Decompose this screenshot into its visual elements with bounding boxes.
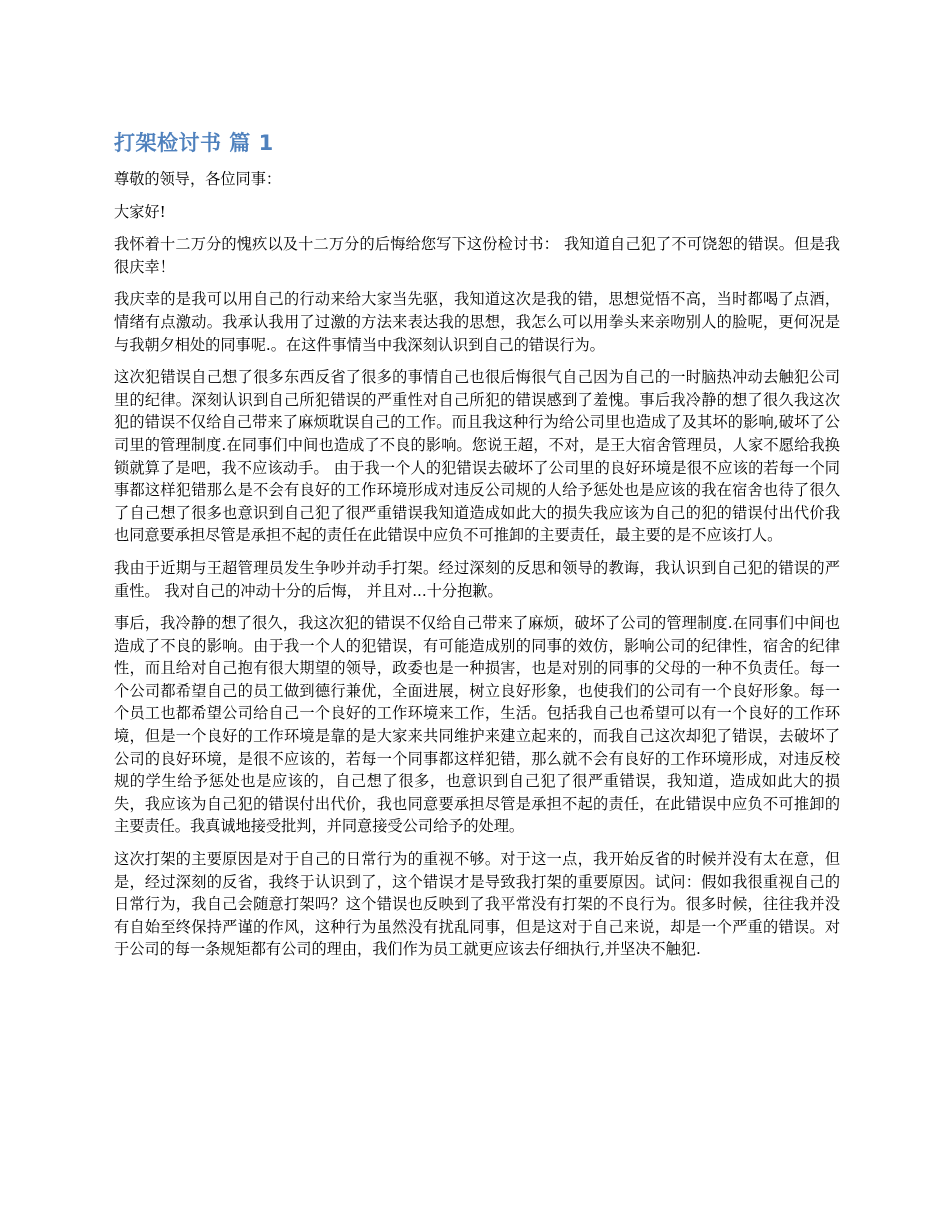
body-paragraph: 事后，我冷静的想了很久，我这次犯的错误不仅给自己带来了麻烦，破坏了公司的管理制度.在同事们中间也造成了不良的影响。由于我一个人的犯错误，有可能造成别的同事的效仿，影响公司的纪律性，宿舍的纪律性，而且给对自己抱有很大期望的领导，政委也是一种损害，也是对别的同事的父母的一种不负责任。每一个公司都希望自己的员工做到德行兼优，全面进展，树立良好形象，也使我们的公司有一个良好形象。每一个员工也都希望公司给自己一个良好的工作环境来工作，生活。包括我自己也希望可以有一个良好的工作环境，但是一个良好的工作环境是靠的是大家来共同维护来建立起来的，而我自己这次却犯了错误，去破坏了公司的良好环境，是很不应该的，若每一个同事都这样犯错，那么就不会有良好的工作环境形成，对违反校规的学生给予惩处也是应该的，自己想了很多，也意识到自己犯了很严重错误，我知道，造成如此大的损失，我应该为自己犯的错误付出代价，我也同意要承担尽管是承担不起的责任，在此错误中应负不可推卸的主要责任。我真诚地接受批判，并同意接受公司给予的处理。	[114, 614, 840, 836]
body-paragraph: 我由于近期与王超管理员发生争吵并动手打架。经过深刻的反思和领导的教诲，我认识到自己犯的错误的严重性。 我对自己的冲动十分的后悔， 并且对...十分抱歉。	[114, 558, 840, 600]
document-page	[114, 128, 840, 971]
body-paragraph: 我庆幸的是我可以用自己的行动来给大家当先驱，我知道这次是我的错，思想觉悟不高，当时都喝了点酒，情绪有点激动。我承认我用了过激的方法来表达我的思想，我怎么可以用拳头来亲吻别人的脸呢，更何况是与我朝夕相处的同事呢.。在这件事情当中我深刻认识到自己的错误行为。	[114, 290, 840, 354]
greeting: 大家好!	[114, 202, 166, 221]
body-paragraph: 这次打架的主要原因是对于自己的日常行为的重视不够。对于这一点，我开始反省的时候并没有太在意，但是，经过深刻的反省，我终于认识到了，这个错误才是导致我打架的重要原因。试问：假如我很重视自己的日常行为，我自己会随意打架吗？这个错误也反映到了我平常没有打架的不良行为。很多时候，往往我并没有自始至终保持严谨的作风，这种行为虽然没有扰乱同事，但是这对于自己来说，却是一个严重的错误。对于公司的每一条规矩都有公司的理由，我们作为员工就更应该去仔细执行,并坚决不触犯.	[114, 850, 840, 959]
body-paragraph: 这次犯错误自己想了很多东西反省了很多的事情自己也很后悔很气自己因为自己的一时脑热冲动去触犯公司里的纪律。深刻认识到自己所犯错误的严重性对自己所犯的错误感到了羞愧。事后我冷静的想了很久我这次犯的错误不仅给自己带来了麻烦耽误自己的工作。而且我这种行为给公司里也造成了及其坏的影响,破坏了公司里的管理制度.在同事们中间也造成了不良的影响。您说王超，不对，是王大宿舍管理员，人家不愿给我换锁就算了是吧，我不应该动手。 由于我一个人的犯错误去破坏了公司里的良好环境是很不应该的若每一个同事都这样犯错那么是不会有良好的工作环境形成对违反公司规的人给予惩处也是应该的我在宿舍也待了很久了自己想了很多也意识到自己犯了很严重错误我知道造成如此大的损失我应该为自己的犯的错误付出代价我也同意要承担尽管是承担不起的责任在此错误中应负不可推卸的主要责任，最主要的是不应该打人。	[114, 368, 840, 545]
salutation: 尊敬的领导，各位同事：	[114, 170, 282, 188]
body-paragraph: 我怀着十二万分的愧疚以及十二万分的后悔给您写下这份检讨书： 我知道自己犯了不可饶恕的错误。但是我很庆幸！	[114, 235, 840, 276]
document-title: 打架检讨书 篇 1	[114, 131, 274, 155]
